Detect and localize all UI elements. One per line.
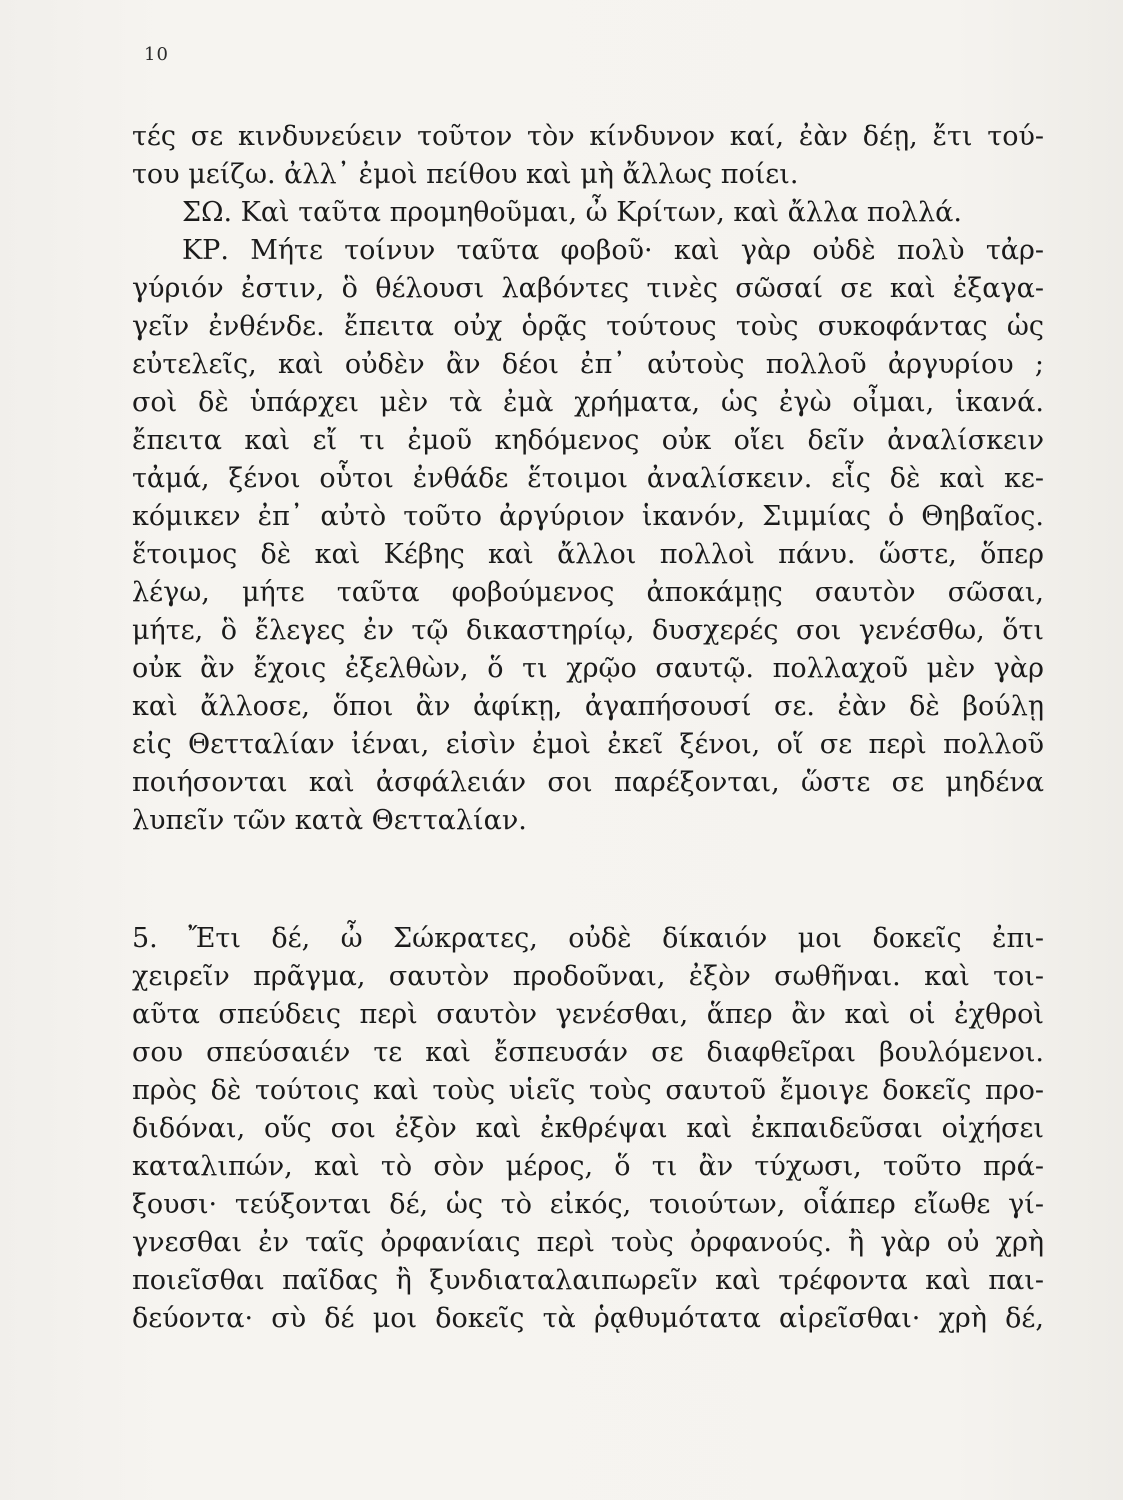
main-text-block (132, 118, 1044, 840)
speaker-label: ΣΩ. (182, 197, 233, 228)
text-line: καταλιπών, καὶ τὸ σὸν μέρος, ὅ τι ἂν τύχωσι, τοῦτο πρά- (132, 1151, 1044, 1182)
text-line: καὶ ἄλλοσε, ὅποι ἂν ἀφίκῃ, ἀγαπήσουσί σε. ἐὰν δὲ βούλῃ (132, 691, 1044, 722)
speaker-label: ΚΡ. (182, 235, 229, 266)
text-line: τἀμά, ξένοι οὗτοι ἐνθάδε ἕτοιμοι ἀναλίσκειν. εἷς δὲ καὶ κε- (132, 463, 1044, 494)
text-line: ἔπειτα καὶ εἴ τι ἐμοῦ κηδόμενος οὐκ οἴει δεῖν ἀναλίσκειν (132, 425, 1044, 456)
text-line: διδόναι, οὕς σοι ἐξὸν καὶ ἐκθρέψαι καὶ ἐκπαιδεῦσαι οἰχήσει (132, 1113, 1044, 1144)
text-line: λέγω, μήτε ταῦτα φοβούμενος ἀποκάμῃς σαυτὸν σῶσαι, (132, 577, 1044, 608)
text-line: εἰς Θετταλίαν ἰέναι, εἰσὶν ἐμοὶ ἐκεῖ ξένοι, οἵ σε περὶ πολλοῦ (132, 729, 1044, 760)
dialogue-text: Μήτε τοίνυν ταῦτα φοβοῦ· καὶ γὰρ οὐδὲ πολὺ τἀρ- (250, 235, 1044, 266)
text-line: σοὶ δὲ ὑπάρχει μὲν τὰ ἐμὰ χρήματα, ὡς ἐγὼ οἶμαι, ἱκανά. (132, 387, 1044, 418)
dialogue-line (132, 232, 1044, 270)
text-line: χειρεῖν πρᾶγμα, σαυτὸν προδοῦναι, ἐξὸν σωθῆναι. καὶ τοι- (132, 961, 1044, 992)
text-line: ποιήσονται καὶ ἀσφάλειάν σοι παρέξονται, ὥστε σε μηδένα (132, 767, 1044, 798)
section-5-block (132, 920, 1044, 1338)
text-line: οὐκ ἂν ἔχοις ἐξελθὼν, ὅ τι χρῷο σαυτῷ. πολλαχοῦ μὲν γὰρ (132, 653, 1044, 684)
text-line: μήτε, ὃ ἔλεγες ἐν τῷ δικαστηρίῳ, δυσχερές σοι γενέσθω, ὅτι (132, 615, 1044, 646)
text-line: γνεσθαι ἐν ταῖς ὀρφανίαις περὶ τοὺς ὀρφανούς. ἢ γὰρ οὐ χρὴ (132, 1227, 1044, 1258)
text-line: κόμικεν ἐπ᾽ αὐτὸ τοῦτο ἀργύριον ἱκανόν, Σιμμίας ὁ Θηβαῖος. (132, 501, 1044, 532)
text-line: εὐτελεῖς, καὶ οὐδὲν ἂν δέοι ἐπ᾽ αὐτοὺς πολλοῦ ἀργυρίου ; (132, 349, 1044, 380)
text-line: του μείζω. ἀλλ᾽ ἐμοὶ πείθου καὶ μὴ ἄλλως ποίει. (132, 159, 799, 190)
text-line: δεύοντα· σὺ δέ μοι δοκεῖς τὰ ῥᾳθυμότατα αἱρεῖσθαι· χρὴ δέ, (132, 1303, 1044, 1334)
section-text: Ἔτι δέ, ὦ Σώκρατες, οὐδὲ δίκαιόν μοι δοκεῖς ἐπι- (188, 923, 1044, 954)
text-line: τές σε κινδυνεύειν τοῦτον τὸν κίνδυνον καί, ἐὰν δέῃ, ἔτι τού- (132, 121, 1044, 152)
text-line: ποιεῖσθαι παῖδας ἢ ξυνδιαταλαιπωρεῖν καὶ τρέφοντα καὶ παι- (132, 1265, 1044, 1296)
text-line: γεῖν ἐνθένδε. ἔπειτα οὐχ ὁρᾷς τούτους τοὺς συκοφάντας ὡς (132, 311, 1044, 342)
text-line: γύριόν ἐστιν, ὃ θέλουσι λαβόντες τινὲς σῶσαί σε καὶ ἐξαγα- (132, 273, 1044, 304)
text-line: πρὸς δὲ τούτοις καὶ τοὺς υἱεῖς τοὺς σαυτοῦ ἔμοιγε δοκεῖς προ- (132, 1075, 1044, 1106)
page-number: 10 (144, 44, 169, 65)
text-line: λυπεῖν τῶν κατὰ Θετταλίαν. (132, 805, 527, 836)
section-first-line (132, 920, 1044, 958)
dialogue-text: Καὶ ταῦτα προμηθοῦμαι, ὦ Κρίτων, καὶ ἄλλα πολλά. (240, 197, 962, 228)
text-line: ἕτοιμος δὲ καὶ Κέβης καὶ ἄλλοι πολλοὶ πάνυ. ὥστε, ὅπερ (132, 539, 1044, 570)
dialogue-line (132, 194, 1044, 232)
text-line: ξουσι· τεύξονται δέ, ὡς τὸ εἰκός, τοιούτων, οἷάπερ εἴωθε γί- (132, 1189, 1044, 1220)
section-number: 5. (132, 923, 158, 954)
text-line: σου σπεύσαιέν τε καὶ ἔσπευσάν σε διαφθεῖραι βουλόμενοι. (132, 1037, 1044, 1068)
text-line: αῦτα σπεύδεις περὶ σαυτὸν γενέσθαι, ἅπερ ἂν καὶ οἱ ἐχθροὶ (132, 999, 1044, 1030)
